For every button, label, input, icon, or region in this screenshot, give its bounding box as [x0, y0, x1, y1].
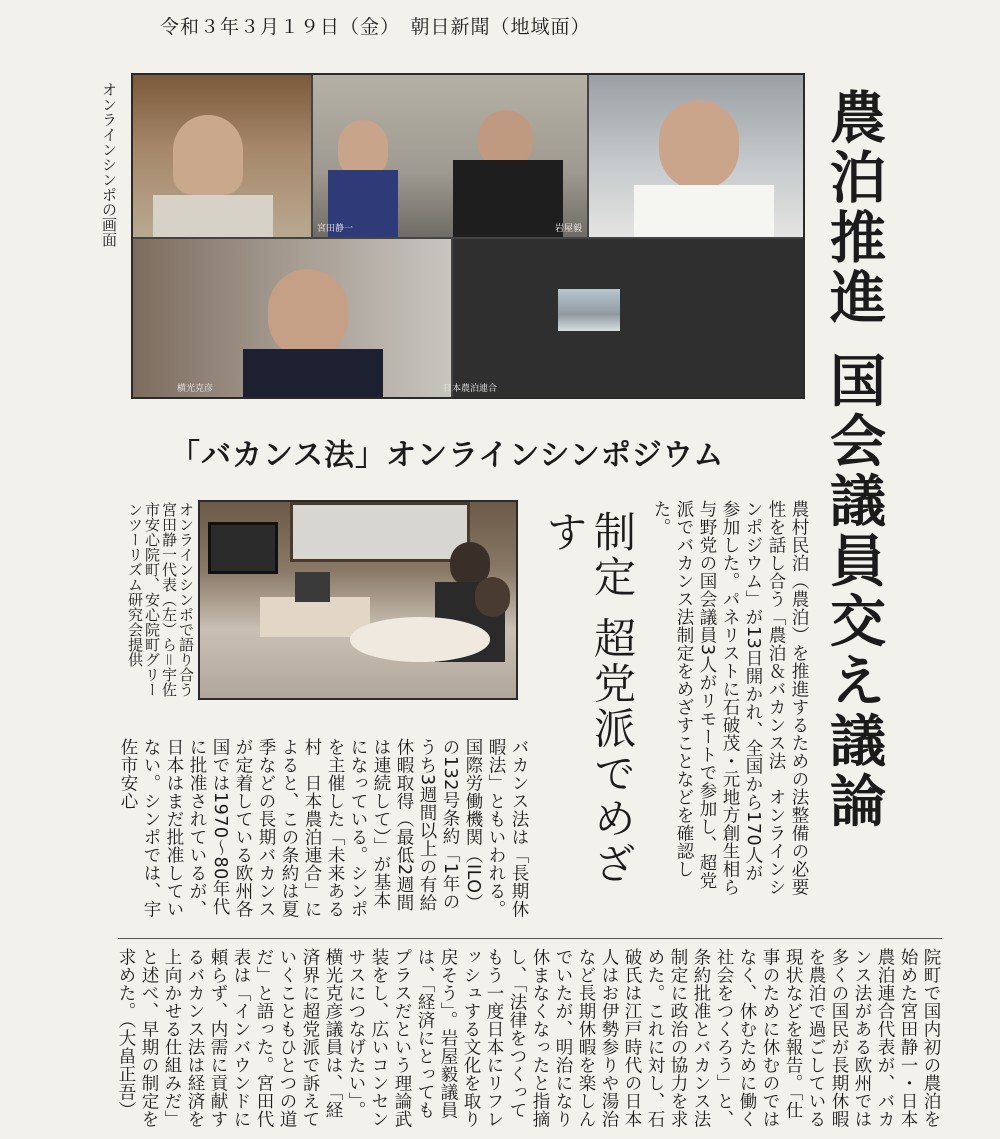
landscape-thumbnail-icon — [558, 289, 620, 331]
lead-paragraph: 農村民泊（農泊）を推進するための法整備の必要性を話し合う「農泊＆バカンス法 オンラインシンポジウム」が13日開かれ、全国から170人が参加した。パネリストに石破茂・元地方創生相ら与野党の国会議員3人がリモートで参加し、超党派でバカンス法制定をめざすことなどを確認した。 — [651, 500, 809, 896]
main-headline: 農泊推進 国会議員交え議論 — [821, 88, 886, 832]
symposium-banner: 「バカンス法」オンラインシンポジウム — [170, 438, 725, 473]
photo1-caption: オンラインシンポの画面 — [100, 82, 118, 247]
participant-figure-icon — [173, 115, 243, 195]
subheadline: 制定 超党派でめざす — [540, 510, 637, 887]
monitor-icon — [208, 522, 278, 574]
article-body-lower: 院町で国内初の農泊を始めた宮田静一・日本農泊連合代表が、バカンス法がある欧州では多くの国民が長期休暇を農泊で過ごしている現状などを報告。「仕事のために休むのではなく、休むために働く社会をつくろう」と、条約批准とバカンス法制定に政治の協力を求めた。これに対し、石破氏は江戸時代の日本人はお伊勢参りや湯治など長期休暇を楽しんでいたが、明治になり休まなくなったと指摘し、「法律をつくってもう一度日本にリフレッシュする文化を取り戻そう」。岩屋毅議員は、「経済にとってもプラスだという理論武装をし、広いコンセンサスにつなげたい」。横光克彦議員は、「経済界に超党派で訴えていくこともひとつの道だ」と語った。宮田代表は「インバウンドに頼らず、内需に貢献するバカンス法は経済を上向かせる仕組みだ」と述べ、早期の制定を求めた。（大畠正吾） — [116, 948, 941, 1128]
video-tile-1 — [133, 75, 311, 237]
symposium-room-photo — [198, 500, 518, 700]
column-divider — [118, 938, 942, 939]
video-tile-3 — [555, 75, 803, 237]
window-icon — [290, 502, 470, 562]
photo2-caption: オンラインシンポで語り合う宮田静一代表（左）ら＝宇佐市安心院町、安心院町グリーンツーリズム研究会提供 — [126, 502, 195, 698]
video-tile-2 — [313, 75, 587, 237]
tile-label-yokomitsu: 横光克彦 — [177, 384, 214, 394]
masthead-dateline: 令和３年３月１９日（金） 朝日新聞（地域面） — [160, 16, 591, 38]
tile-label-miyata: 宮田静一 — [317, 224, 354, 234]
video-tile-4 — [133, 239, 451, 397]
article-body-upper: バカンス法は「長期休暇法」ともいわれる。国際労働機関（ILO）の132号条約「1年のうち3週間以上の有給休暇取得（最低2週間は連続して）」が基本になっている。シンポを主催した「未来ある村 日本農泊連合」によると、この条約は夏季などの長期バカンスが定着している欧州各国では1970〜80年代に批准されているが、日本はまだ批准していない。シンポでは、宇佐市安心 — [118, 738, 529, 918]
tile-label-iwaya: 岩屋毅 — [555, 224, 583, 234]
video-tile-5 — [443, 239, 803, 397]
tile-label-nohaku-rengo: 日本農泊連合 — [443, 384, 498, 394]
online-symposium-screen-photo — [131, 73, 805, 399]
laptop-icon — [295, 572, 330, 602]
